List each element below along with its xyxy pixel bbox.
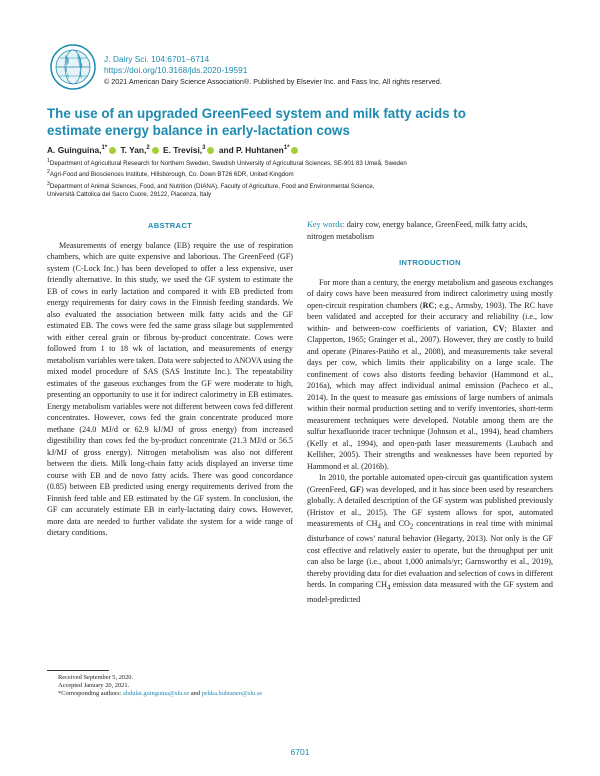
- author-huhtanen-affil: 1*: [283, 145, 290, 152]
- and-text: and: [190, 690, 201, 698]
- affiliation-1: [47, 157, 567, 168]
- abstract-text: Measurements of energy balance (EB) require the use of respiration chambers, which are quite expensive and laborious. The GreenFeed (GF) system (C-Lock Inc.) has been developed to offer a less expensive, user friendly alternative. In this study, we used the GF system to estimate the EB of cows in early lactation and compared it with EB predicted from energy requirements for dairy cows in the Finnish feeding standards. We also evaluated the association between milk fatty acids and the GF estimated EB. The cows were fed the same grass silage but supplemented with either cereal grain or fibrous by-product concentrate. Cows were followed from 1 to 18 wk of lactation, and measurements of energy metabolism variables were taken. Data were subjected to ANOVA using the mixed model procedure of SAS (SAS Institute Inc.). The repeatability estimates of the gaseous exchanges from the GF were moderate to high, presenting an opportunity to use it for indirect calorimetry in EB estimates. Energy metabolism variables were not different between cows fed different concentrates. However, cows fed the grain concentrate produced more methane (24.0 MJ/d or 62.9 kJ/MJ of gross energy) from increased digestibility than cows fed the by-product concentrate (21.3 MJ/d or 56.5 kJ/MJ of gross energy). Nitrogen metabolism was also not different between the diets. Milk long-chain fatty acids displayed an inverse time course with EB and de novo fatty acids. There was good concordance (0.85) between EB predicted using energy requirements derived from the Finnish feed table and EB estimated by the GF system. In conclusion, the GF can accurately estimate EB in early-lactating dairy cows. However, more data are needed to further validate the system for a wide range of dietary conditions.: [47, 240, 294, 537]
- journal-reference: [104, 54, 442, 87]
- corresponding-label: *Corresponding authors:: [58, 690, 122, 698]
- subscript: 2: [409, 523, 414, 531]
- right-column: [307, 219, 553, 606]
- email-link[interactable]: pekka.huhtanen@slu.se: [201, 690, 263, 698]
- introduction-paragraph-2: [307, 472, 553, 606]
- footnote-rule: [47, 670, 109, 671]
- introduction-paragraph-1: [307, 277, 553, 473]
- author-list: [47, 145, 300, 155]
- keywords-label: Key words:: [307, 220, 345, 229]
- orcid-icon[interactable]: [152, 147, 159, 154]
- email-link[interactable]: abdulai.guinguina@slu.se: [122, 690, 190, 698]
- footnotes: [58, 674, 296, 699]
- copyright-notice: © 2021 American Dairy Science Association®. Published by Elsevier Inc. and Fass Inc. All rights reserved.: [104, 77, 442, 86]
- introduction-heading: INTRODUCTION: [399, 258, 461, 267]
- affiliations: [47, 157, 567, 200]
- author-guinguina-affil: 1*: [101, 145, 108, 152]
- corresponding-authors: [58, 690, 296, 698]
- orcid-icon[interactable]: [109, 147, 116, 154]
- article-title: The use of an upgraded GreenFeed system and milk fatty acids to estimate energy balance in early-lactation cows: [47, 106, 466, 138]
- intro-p2-text: and CO: [380, 519, 410, 528]
- author-huhtanen: and P. Huhtanen: [218, 145, 284, 155]
- author-yan-affil: 2: [146, 145, 150, 152]
- affiliation-2: [47, 168, 567, 179]
- intro-p1-text: ; e.g., Armsby, 1903). The RC have been validated and accepted for their accuracy and reliability (i.e., low within- and between-cow coefficients of variation,: [307, 300, 553, 333]
- author-trevisi-affil: 3: [202, 145, 206, 152]
- journal-globe-logo: [48, 42, 98, 92]
- keywords: [307, 219, 553, 242]
- intro-p1-text: ; Blaxter and Clapperton, 1965; Grainger et al., 2007). However, they are costly to build and operate (Pinares-Patiño et al., 2008), and measurements take several days per cow, which limits their applicability on a large scale. The confinement of cows also distorts feeding behavior (Hammond et al., 2016a), which may affect individual animal emission (Pacheco et al., 2014). In the quest to measure gas emissions of large numbers of animals within their normal production setting and to verify inventories, short-term measurement techniques were developed. Notable among them are the sulfur hexafluoride tracer technique (Johnson et al., 1994), head chambers (Kelly et al., 1994), and open-path laser measurements (Laubach and Kelliher, 2005). Their strengths and weaknesses have been reported by Hammond et al. (2016b).: [307, 323, 553, 471]
- accepted-date: Accepted January 20, 2021.: [58, 682, 130, 690]
- affiliation-3-text-cont: Università Cattolica del Sacro Cuore, 29122, Piacenza, Italy: [47, 191, 212, 199]
- affiliation-2-text: Agri-Food and Biosciences Institute, Hillsborough, Co. Down BT26 6DR, United Kingdom: [49, 171, 294, 179]
- abbrev-cv: CV: [492, 323, 505, 333]
- affiliation-1-number: 1: [47, 158, 50, 164]
- affiliation-3-text: Department of Animal Sciences, Food, and Nutrition (DIANA), Faculty of Agriculture, Food and Environmental Science,: [49, 183, 375, 190]
- affiliation-3-number: 3: [47, 180, 50, 187]
- abbrev-rc: RC: [422, 300, 435, 310]
- affiliation-2-number: 2: [47, 169, 50, 176]
- abbrev-gf: GF: [349, 484, 361, 494]
- affiliation-1-text: Department of Agricultural Research for Northern Sweden, Swedish University of Agricultural Sciences, SE-901 83 Umeå, Sweden: [49, 160, 407, 168]
- author-yan: T. Yan,: [120, 145, 147, 155]
- page-number: 6701: [290, 747, 310, 757]
- abstract-heading: ABSTRACT: [147, 221, 193, 230]
- author-trevisi: E. Trevisi,: [163, 145, 203, 155]
- received-date: Received September 5, 2020.: [58, 674, 134, 681]
- subscript: 4: [377, 523, 381, 531]
- author-guinguina: A. Guinguina,: [47, 145, 102, 155]
- intro-p2-text: ) was developed, and it has since been used by researchers globally. A detailed description of the GF system was published previously (Hristov et al., 2015). The GF system allows for spot, automated measurements of CH: [307, 484, 553, 528]
- intro-p2-text: emission data measured with the GF system and model-predicted: [307, 580, 553, 605]
- abstract-section: [47, 220, 293, 539]
- subscript: 4: [386, 584, 391, 592]
- doi-link[interactable]: https://doi.org/10.3168/jds.2020-19591: [104, 65, 248, 75]
- orcid-icon[interactable]: [291, 147, 298, 154]
- affiliation-3: [47, 180, 567, 200]
- keywords-text: dairy cow, energy balance, GreenFeed, milk fatty acids, nitrogen metabolism: [307, 220, 528, 241]
- intro-p1-text: For more than a century, the energy metabolism and gaseous exchanges of dairy cows have been measured from indirect calorimetry using mostly open-circuit respiration chambers (: [307, 277, 553, 310]
- intro-p2-text: In 2010, the portable automated open-circuit gas quantification system (GreenFeed,: [307, 473, 553, 494]
- orcid-icon[interactable]: [207, 147, 214, 154]
- intro-p2-text: concentrations in real time with minimal disturbance of cows’ natural behavior (Hegarty, 2013). Not only is the GF cost effective and relatively easier to operate, but the throughput per unit can also be large (i.e., about 1,000 animals/yr; Garnsworthy et al., 2019), thereby providing data for diet evaluation and selection of cows in different herds. In comparing CH: [307, 519, 553, 590]
- journal-citation: J. Dairy Sci. 104:6701–6714: [104, 54, 210, 64]
